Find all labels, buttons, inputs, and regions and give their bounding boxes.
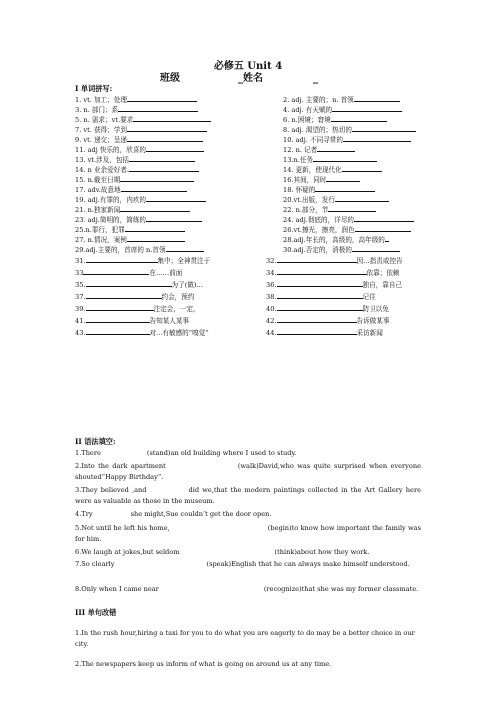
answer-blank[interactable] (86, 291, 162, 299)
grammar-item: 6.We laugh at jokes,but seldom (think)about how they work. (75, 548, 370, 556)
vocab-row (75, 204, 420, 214)
vocab-item-left: 29.adj.主要的，首席的 n.首领 (75, 244, 204, 255)
grammar-item: 4.Try she might,Sue couldn’t get the door open. (75, 510, 272, 518)
answer-blank[interactable] (86, 315, 150, 323)
answer-blank[interactable] (317, 144, 355, 152)
answer-blank[interactable] (277, 303, 363, 311)
grammar-item: 1.There (stand)an old building where I used to study. (75, 449, 297, 457)
answer-blank[interactable] (315, 184, 375, 192)
answer-blank[interactable] (120, 174, 194, 182)
vocab-item-left: 11. adj 快乐的，欣喜的 (75, 144, 204, 155)
answer-blank[interactable] (313, 154, 377, 162)
vocab-item-right: 10. adj. 不同寻常的 (283, 134, 411, 145)
phrase-row (75, 255, 420, 265)
section-vocab-heading: I 单词拼写: (75, 84, 113, 93)
answer-blank[interactable] (120, 204, 190, 212)
answer-blank[interactable] (277, 327, 357, 335)
phrase-row (75, 315, 420, 325)
phrase-item-left: 37. 约会，预约 (75, 293, 195, 301)
vocab-item-left: 3. n. 部门；系 (75, 104, 198, 115)
grammar-item: 8.Only when I came near (recognize)that she was my former classmate. (75, 585, 419, 593)
rewrite-item: 2.The newspapers keep us inform of what is going on around us at any time. (75, 660, 332, 668)
answer-blank[interactable] (121, 184, 187, 192)
vocab-item-right: 20.vt.出版，发行 (283, 194, 389, 205)
vocab-item-left: 15. n.截至日期 (75, 174, 194, 185)
class-label: 班级 (160, 73, 180, 84)
answer-blank[interactable] (129, 154, 195, 162)
vocab-row (75, 164, 420, 174)
worksheet-title: 必修五 Unit 4 (213, 61, 283, 72)
answer-blank[interactable] (86, 327, 150, 335)
answer-blank[interactable] (166, 244, 204, 252)
answer-blank[interactable] (125, 224, 185, 232)
vocab-item-left: 25.n.罪行，犯罪 (75, 224, 185, 235)
phrase-item-left: 41. 告知某人某事 (75, 317, 190, 325)
answer-blank[interactable] (133, 114, 211, 122)
vocab-row (75, 114, 420, 124)
vocab-row (75, 174, 420, 184)
vocab-item-right: 12. n. 记者 (283, 144, 355, 155)
answer-blank[interactable] (127, 124, 207, 132)
answer-blank[interactable] (277, 279, 363, 287)
rewrite-item: 1.In the rush hour,hiring a taxi for you to do what you are eagerly to do may be a better choice in our city. (75, 629, 415, 648)
vocab-item-left: 27. n.情况，案例 (75, 234, 185, 245)
answer-blank[interactable] (354, 94, 400, 102)
vocab-item-left: 5. n. 需求；vt.要求 (75, 114, 211, 125)
phrase-item-left: 39. 注定会，一定， (75, 305, 200, 313)
vocab-item-left: 13. vt.涉及，包括 (75, 154, 195, 165)
vocab-item-right: 14. 更新，使现代化 (283, 164, 382, 175)
phrase-item-right: 34. 依靠；依赖 (266, 269, 400, 277)
vocab-item-left: 9. vt. 递交；呈递 (75, 134, 203, 145)
vocab-item-left: 17. adv.故意地 (75, 184, 187, 195)
vocab-item-right: 16.其间，同时 (283, 174, 360, 185)
answer-blank[interactable] (127, 234, 185, 242)
vocab-row (75, 144, 420, 154)
grammar-item: 3.They believed ,and did we,that the modern paintings collected in the Art Gallery here were as valuable as those in the museum. (75, 486, 422, 505)
answer-blank[interactable] (127, 94, 197, 102)
answer-blank[interactable] (129, 164, 199, 172)
answer-blank[interactable] (328, 204, 376, 212)
answer-blank[interactable] (83, 267, 149, 275)
vocab-item-right: 8. adj. 渴望的；热切的 (283, 124, 416, 135)
class-name-line: 班级 _姓名 _ (160, 73, 318, 84)
answer-blank[interactable] (277, 267, 367, 275)
name-label: 姓名 (243, 73, 263, 84)
vocab-item-left: 21. n.独家新闻 (75, 204, 190, 215)
phrase-item-left: 33 在……前面 (75, 269, 183, 277)
vocab-item-right: 28.adj.年长的，高级的，高年级的 (283, 234, 389, 245)
answer-blank[interactable] (118, 104, 198, 112)
vocab-item-left: 7. vt. 获得；学到 (75, 124, 207, 135)
answer-blank[interactable] (277, 255, 357, 263)
answer-blank[interactable] (127, 134, 203, 142)
section-rewrite-heading: III 单句改错 (75, 608, 117, 617)
vocab-item-right: 4. adj. 有天赋的 (283, 104, 402, 115)
answer-blank[interactable] (385, 234, 389, 242)
answer-blank[interactable] (86, 303, 154, 311)
answer-blank[interactable] (355, 224, 411, 232)
grammar-item: 7.So clearly (speak)English that he can always make himself understood. (75, 560, 410, 568)
vocab-item-left: 1. vt. 加工；处理 (75, 94, 197, 105)
phrase-item-left: 43. 对...有敏感的“嗅觉” (75, 329, 209, 337)
vocab-row (75, 194, 420, 204)
phrase-row (75, 327, 420, 337)
vocab-row (75, 224, 420, 234)
answer-blank[interactable] (342, 164, 382, 172)
answer-blank[interactable] (332, 104, 402, 112)
phrase-item-left: 31. 集中；全神贯注于 (75, 257, 211, 265)
vocab-item-left: 19. adj.有罪的，内疚的 (75, 194, 206, 205)
answer-blank[interactable] (354, 214, 414, 222)
vocab-item-left: 14. n 业余爱好者. (75, 164, 199, 175)
answer-blank[interactable] (146, 144, 204, 152)
vocab-item-left: 23. adj.简明的，简练的 (75, 214, 202, 225)
phrase-item-left: 35. 为了(做)… (75, 281, 204, 289)
answer-blank[interactable] (146, 194, 206, 202)
phrase-row (75, 291, 420, 301)
phrase-item-right: 42. 告诉做某事 (266, 317, 390, 325)
grammar-item: 5.Not until he left his home, (begin)to know how important the family was for him. (75, 524, 421, 543)
phrase-item-right: 44. 采访新闻 (266, 329, 383, 337)
vocab-row (75, 244, 420, 254)
answer-blank[interactable] (277, 315, 357, 323)
answer-blank[interactable] (335, 194, 389, 202)
phrase-item-right: 32. 因…指责或控告 (266, 257, 403, 265)
vocab-item-right: 2. adj. 主要的；n. 首领 (283, 94, 400, 105)
answer-blank[interactable] (352, 244, 400, 252)
answer-blank[interactable] (277, 291, 363, 299)
grammar-item: 2.Into the dark apartment (walk)David,who was quite surprised when everyone shouted“Happy Birthday”. (75, 462, 421, 481)
vocab-item-right: 22. n.部分，节 (283, 204, 376, 215)
answer-blank[interactable] (326, 174, 360, 182)
vocab-item-right: 13.n.任务 (283, 154, 377, 165)
vocab-row (75, 154, 420, 164)
vocab-item-right: 6. n.困境；窘境 (283, 114, 387, 125)
section-grammar-heading: II 语法填空: (75, 437, 116, 446)
phrase-row (75, 303, 420, 313)
vocab-row (75, 104, 420, 114)
vocab-item-right: 26.vt.擦光，擦亮，润色 (283, 224, 411, 235)
name-tail: _ (313, 73, 318, 84)
answer-blank[interactable] (146, 214, 202, 222)
vocab-row (75, 134, 420, 144)
vocab-row (75, 214, 420, 224)
answer-blank[interactable] (86, 255, 158, 263)
phrase-row (75, 279, 420, 289)
vocab-row (75, 124, 420, 134)
answer-blank[interactable] (331, 114, 387, 122)
phrase-row (75, 267, 420, 277)
vocab-row (75, 94, 420, 104)
phrase-item-right: 38. 记住 (266, 293, 376, 301)
vocab-item-right: 18. 怀疑的 (283, 184, 375, 195)
vocab-item-right: 24. adj.彻底的，详尽的 (283, 214, 414, 225)
phrase-item-right: 40. 防卫以免 (266, 305, 389, 313)
answer-blank[interactable] (343, 134, 411, 142)
answer-blank[interactable] (86, 279, 172, 287)
vocab-row (75, 184, 420, 194)
answer-blank[interactable] (352, 124, 416, 132)
phrase-item-right: 36. 独自，靠自己 (266, 281, 403, 289)
vocab-item-right: 30.adj.否定的，消极的 (283, 244, 400, 255)
vocab-row (75, 234, 420, 244)
